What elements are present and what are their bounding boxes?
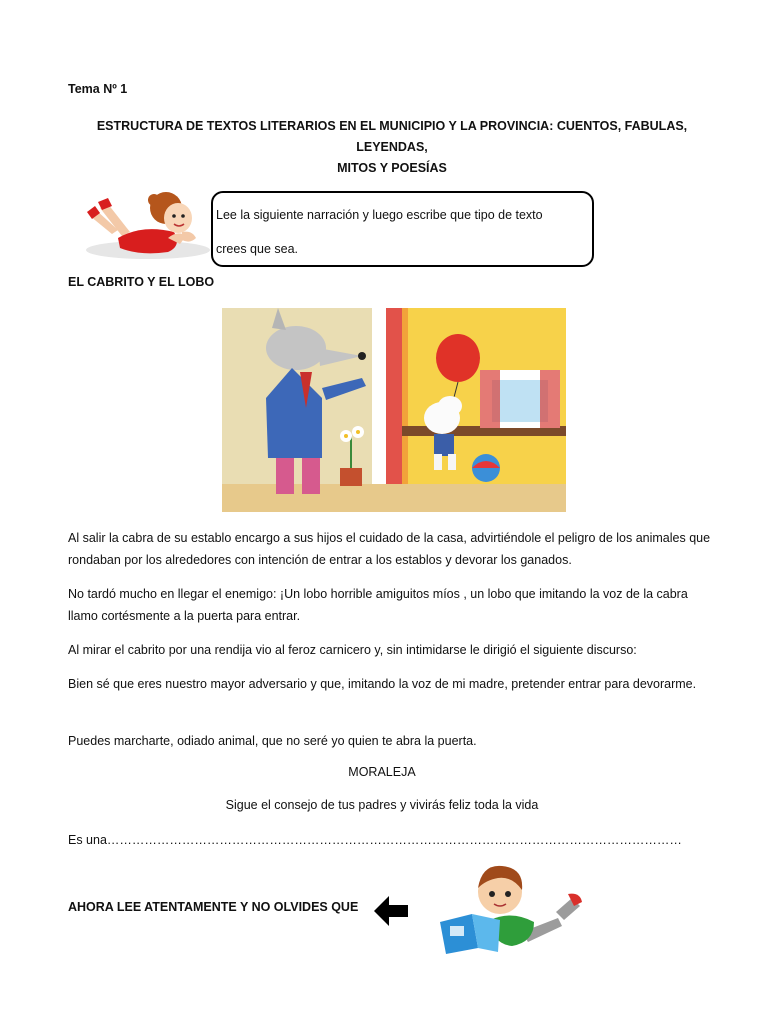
story-paragraph-3: Al mirar el cabrito por una rendija vio al feroz carnicero y, sin intimidarse le dirigió el siguiente discurso: [68, 643, 637, 657]
story-paragraph-1: Al salir la cabra de su establo encargo a sus hijos el cuidado de la casa, advirtiéndole el peligro de los animales que rondaban por los alrededores con intención de entrar a los establos y devorar los ganados. [68, 531, 711, 567]
page-title [68, 116, 716, 179]
arrow-left-icon [374, 896, 408, 926]
wolf-and-goat-illustration [222, 308, 566, 512]
story-paragraph-4: Bien sé que eres nuestro mayor adversario y que, imitando la voz de mi madre, pretender entrar para devorarme. [68, 677, 697, 691]
answer-prompt: Es una………………………………………………………………………………………………………………………… [68, 833, 682, 847]
footer-instruction: AHORA LEE ATENTAMENTE Y NO OLVIDES QUE [68, 900, 359, 914]
girl-reading-illustration [82, 186, 212, 262]
instruction-line-2: crees que sea. [216, 242, 298, 256]
title-line-2: MITOS Y POESÍAS [337, 161, 447, 175]
topic-number: Tema Nº 1 [68, 82, 128, 96]
title-line-1: ESTRUCTURA DE TEXTOS LITERARIOS EN EL MUNICIPIO Y LA PROVINCIA: CUENTOS, FABULAS, LEYENDAS, [96, 119, 688, 154]
story-title: EL CABRITO Y EL LOBO [68, 275, 215, 289]
story-paragraph-2: No tardó mucho en llegar el enemigo: ¡Un lobo horrible amiguitos míos , un lobo que imitando la voz de la cabra llamo cortésmente a la puerta para entrar. [68, 587, 688, 623]
moral-text: Sigue el consejo de tus padres y vivirás feliz toda la vida [225, 798, 539, 812]
instruction-line-1: Lee la siguiente narración y luego escribe que tipo de texto [216, 208, 543, 222]
moral-heading: MORALEJA [348, 765, 416, 779]
story-paragraph-5: Puedes marcharte, odiado animal, que no seré yo quien te abra la puerta. [68, 734, 477, 748]
instruction-box [211, 191, 594, 267]
boy-reading-illustration [438, 862, 584, 954]
